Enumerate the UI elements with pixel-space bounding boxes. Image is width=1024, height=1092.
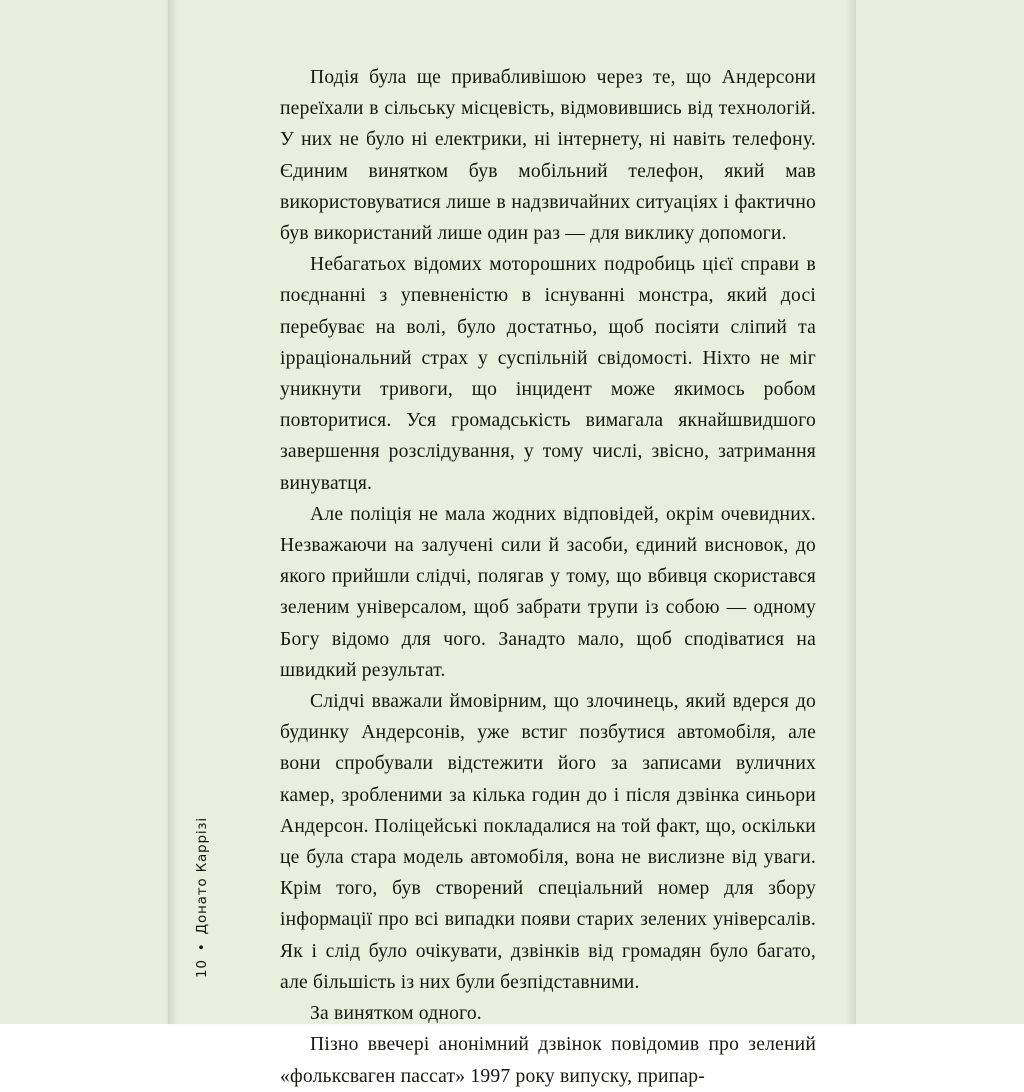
paragraph: Подія була ще привабливішою через те, що Андерсони переїхали в сільську місцевість, відмовившись від технологій. У них не було ні електрики, ні інтернету, ні навіть телефону. Єдиним винятком був мобільний телефон, який мав використовуватися лише в надзвичайних ситуаціях і фактично був використаний лише один раз — для виклику допомоги. xyxy=(280,67,816,245)
paragraph: За винятком одного. xyxy=(310,1003,482,1025)
paragraph: Небагатьох відомих моторошних подробиць цієї справи в поєднанні з упевненістю в існуванні монстра, який досі перебуває на волі, було достатньо, щоб посіяти сліпий та ірраціональний страх у суспільній свідомості. Ніхто не міг уникнути тривоги, що інцидент може якимось робом повторитися. Уся громадськість вимагала якнайшвидшого завершення розслідування, у тому числі, звісно, затримання винуватця. xyxy=(280,254,816,494)
page-number: 10 xyxy=(194,959,210,978)
paragraph: Слідчі вважали ймовірним, що злочинець, який вдерся до будинку Андерсонів, уже встиг позбутися автомобіля, але вони спробували відстежити його за записами вуличних камер, зробленими за кілька годин до і після дзвінка синьори Андерсон. Поліцейські покладалися на той факт, що, оскільки це була стара модель автомобіля, вона не вислизне від уваги. Крім того, був створений спеціальний номер для збору інформації про всі випадки появи старих зелених універсалів. Як і слід було очікувати, дзвінків від громадян було багато, але більшість із них були безпідставними. xyxy=(280,691,816,993)
footer-separator: • xyxy=(194,942,210,952)
paragraph: Пізно ввечері анонімний дзвінок повідомив про зелений «фольксваген пассат» 1997 року випуску, припар- xyxy=(280,1034,816,1087)
running-footer-line xyxy=(194,817,210,978)
body-text-column xyxy=(280,62,816,1092)
paragraph: Але поліція не мала жодних відповідей, окрім очевидних. Незважаючи на залучені сили й засоби, єдиний висновок, до якого прийшли слідчі, полягав у тому, що вбивця скористався зеленим універсалом, щоб забрати трупи із собою — одному Богу відомо для чого. Занадто мало, щоб сподіватися на швидкий результат. xyxy=(280,503,816,681)
running-footer xyxy=(194,678,244,978)
running-author-title: Донато Каррізі xyxy=(194,817,210,935)
